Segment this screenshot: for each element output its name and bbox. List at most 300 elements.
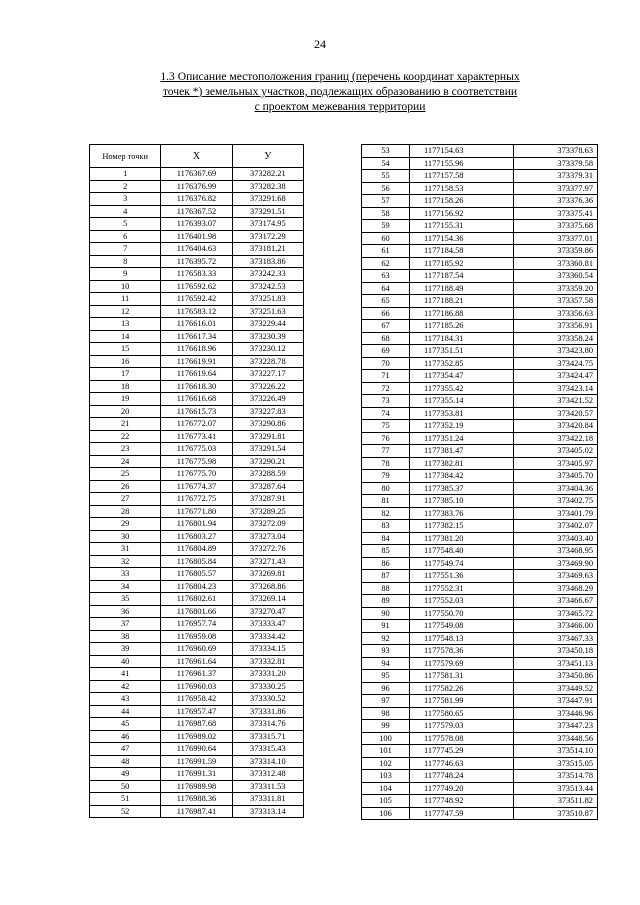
y-coordinate-cell: 373402.75 [514, 495, 598, 508]
table-row [362, 470, 598, 483]
point-number-cell: 68 [362, 332, 410, 345]
point-number-cell: 51 [90, 793, 161, 806]
y-coordinate-cell: 373333.47 [232, 618, 303, 631]
table-row [90, 243, 304, 256]
x-coordinate-cell: 1176959.08 [161, 630, 232, 643]
x-coordinate-cell: 1176771.80 [161, 505, 232, 518]
y-coordinate-cell: 373334.15 [232, 643, 303, 656]
table-row [362, 582, 598, 595]
x-coordinate-cell: 1177351.51 [410, 345, 514, 358]
x-coordinate-cell: 1177158.26 [410, 195, 514, 208]
table-row [90, 405, 304, 418]
y-coordinate-cell: 373314.76 [232, 718, 303, 731]
y-coordinate-cell: 373287.91 [232, 493, 303, 506]
point-number-cell: 14 [90, 330, 161, 343]
y-coordinate-cell: 373270.47 [232, 605, 303, 618]
point-number-cell: 91 [362, 620, 410, 633]
x-coordinate-cell: 1177551.36 [410, 570, 514, 583]
table-row [362, 145, 598, 158]
point-number-cell: 85 [362, 545, 410, 558]
x-coordinate-cell: 1177154.36 [410, 232, 514, 245]
point-number-cell: 60 [362, 232, 410, 245]
y-coordinate-cell: 373466.00 [514, 620, 598, 633]
point-number-cell: 76 [362, 432, 410, 445]
y-coordinate-cell: 373291.51 [232, 205, 303, 218]
x-coordinate-cell: 1177748.24 [410, 770, 514, 783]
y-coordinate-cell: 373468.95 [514, 545, 598, 558]
point-number-cell: 70 [362, 357, 410, 370]
point-number-cell: 83 [362, 520, 410, 533]
y-coordinate-cell: 373424.75 [514, 357, 598, 370]
table-row [362, 270, 598, 283]
point-number-cell: 36 [90, 605, 161, 618]
table-row [362, 307, 598, 320]
table-row [90, 655, 304, 668]
table-row [90, 255, 304, 268]
point-number-cell: 102 [362, 757, 410, 770]
y-coordinate-cell: 373290.86 [232, 418, 303, 431]
point-number-cell: 63 [362, 270, 410, 283]
x-coordinate-cell: 1176592.62 [161, 280, 232, 293]
y-coordinate-cell: 373377.97 [514, 182, 598, 195]
table-row [362, 170, 598, 183]
coordinates-table-right [361, 144, 598, 820]
y-coordinate-cell: 373315.43 [232, 743, 303, 756]
point-number-cell: 66 [362, 307, 410, 320]
y-coordinate-cell: 373226.22 [232, 380, 303, 393]
y-coordinate-cell: 373451.13 [514, 657, 598, 670]
x-coordinate-cell: 1176804.23 [161, 580, 232, 593]
point-number-cell: 52 [90, 805, 161, 818]
point-number-cell: 105 [362, 795, 410, 808]
x-coordinate-cell: 1176775.70 [161, 468, 232, 481]
table-row [362, 157, 598, 170]
point-number-cell: 57 [362, 195, 410, 208]
y-coordinate-cell: 373377.01 [514, 232, 598, 245]
x-coordinate-cell: 1177381.20 [410, 532, 514, 545]
point-number-cell: 32 [90, 555, 161, 568]
y-coordinate-cell: 373510.87 [514, 807, 598, 820]
y-coordinate-cell: 373282.21 [232, 168, 303, 181]
y-coordinate-cell: 373378.63 [514, 145, 598, 158]
table-row [362, 720, 598, 733]
x-coordinate-cell: 1176618.96 [161, 343, 232, 356]
y-coordinate-cell: 373311.81 [232, 793, 303, 806]
point-number-cell: 46 [90, 730, 161, 743]
point-number-cell: 55 [362, 170, 410, 183]
x-coordinate-cell: 1176772.07 [161, 418, 232, 431]
point-number-cell: 22 [90, 430, 161, 443]
point-number-cell: 61 [362, 245, 410, 258]
y-coordinate-cell: 373356.63 [514, 307, 598, 320]
table-row [362, 295, 598, 308]
y-coordinate-cell: 373174.95 [232, 218, 303, 231]
y-coordinate-cell: 373290.21 [232, 455, 303, 468]
table-row [90, 643, 304, 656]
table-row [90, 593, 304, 606]
table-row [362, 520, 598, 533]
x-coordinate-cell: 1177383.76 [410, 507, 514, 520]
table-row [90, 793, 304, 806]
x-coordinate-cell: 1176801.94 [161, 518, 232, 531]
y-coordinate-cell: 373466.67 [514, 595, 598, 608]
x-coordinate-cell: 1177746.63 [410, 757, 514, 770]
y-coordinate-cell: 373375.41 [514, 207, 598, 220]
table-row [362, 420, 598, 433]
table-row [362, 495, 598, 508]
y-coordinate-cell: 373230.39 [232, 330, 303, 343]
y-coordinate-cell: 373448.56 [514, 732, 598, 745]
y-coordinate-cell: 373331.20 [232, 668, 303, 681]
table-row [90, 518, 304, 531]
point-number-cell: 10 [90, 280, 161, 293]
y-coordinate-cell: 373314.10 [232, 755, 303, 768]
table-row [90, 418, 304, 431]
table-row [90, 343, 304, 356]
x-coordinate-cell: 1176775.98 [161, 455, 232, 468]
point-number-cell: 18 [90, 380, 161, 393]
y-coordinate-cell: 373405.97 [514, 457, 598, 470]
header-point-number: Номер точки [90, 145, 161, 168]
table-row [362, 607, 598, 620]
point-number-cell: 54 [362, 157, 410, 170]
point-number-cell: 13 [90, 318, 161, 331]
point-number-cell: 9 [90, 268, 161, 281]
table-row [362, 595, 598, 608]
y-coordinate-cell: 373272.09 [232, 518, 303, 531]
y-coordinate-cell: 373288.59 [232, 468, 303, 481]
x-coordinate-cell: 1177581.31 [410, 670, 514, 683]
x-coordinate-cell: 1177382.81 [410, 457, 514, 470]
x-coordinate-cell: 1177185.92 [410, 257, 514, 270]
point-number-cell: 75 [362, 420, 410, 433]
y-coordinate-cell: 373313.14 [232, 805, 303, 818]
table-row [90, 205, 304, 218]
x-coordinate-cell: 1176988.36 [161, 793, 232, 806]
y-coordinate-cell: 373273.04 [232, 530, 303, 543]
table-row [90, 743, 304, 756]
table-row [90, 718, 304, 731]
y-coordinate-cell: 373424.47 [514, 370, 598, 383]
x-coordinate-cell: 1176376.99 [161, 180, 232, 193]
table-row [90, 755, 304, 768]
point-number-cell: 30 [90, 530, 161, 543]
table-row [90, 630, 304, 643]
table-row [362, 795, 598, 808]
x-coordinate-cell: 1177185.26 [410, 320, 514, 333]
y-coordinate-cell: 373376.36 [514, 195, 598, 208]
y-coordinate-cell: 373172.29 [232, 230, 303, 243]
table-row [362, 257, 598, 270]
y-coordinate-cell: 373330.25 [232, 680, 303, 693]
y-coordinate-cell: 373271.43 [232, 555, 303, 568]
y-coordinate-cell: 373421.52 [514, 395, 598, 408]
point-number-cell: 8 [90, 255, 161, 268]
point-number-cell: 7 [90, 243, 161, 256]
table-row [90, 380, 304, 393]
table-row [90, 193, 304, 206]
point-number-cell: 59 [362, 220, 410, 233]
y-coordinate-cell: 373242.33 [232, 268, 303, 281]
table-body-right [362, 145, 598, 820]
point-number-cell: 44 [90, 705, 161, 718]
table-row [90, 455, 304, 468]
point-number-cell: 34 [90, 580, 161, 593]
header-y: У [232, 145, 303, 168]
y-coordinate-cell: 373334.42 [232, 630, 303, 643]
point-number-cell: 35 [90, 593, 161, 606]
point-number-cell: 53 [362, 145, 410, 158]
y-coordinate-cell: 373359.20 [514, 282, 598, 295]
y-coordinate-cell: 373272.76 [232, 543, 303, 556]
y-coordinate-cell: 373289.25 [232, 505, 303, 518]
y-coordinate-cell: 373269.81 [232, 568, 303, 581]
x-coordinate-cell: 1176805.84 [161, 555, 232, 568]
point-number-cell: 43 [90, 693, 161, 706]
x-coordinate-cell: 1177549.74 [410, 557, 514, 570]
table-row [362, 732, 598, 745]
y-coordinate-cell: 373226.49 [232, 393, 303, 406]
table-row [90, 318, 304, 331]
point-number-cell: 101 [362, 745, 410, 758]
table-row [362, 220, 598, 233]
x-coordinate-cell: 1176617.34 [161, 330, 232, 343]
y-coordinate-cell: 373450.86 [514, 670, 598, 683]
x-coordinate-cell: 1176404.63 [161, 243, 232, 256]
x-coordinate-cell: 1176616.01 [161, 318, 232, 331]
point-number-cell: 42 [90, 680, 161, 693]
table-row [362, 407, 598, 420]
table-row [362, 757, 598, 770]
y-coordinate-cell: 373229.44 [232, 318, 303, 331]
point-number-cell: 103 [362, 770, 410, 783]
table-row [362, 182, 598, 195]
table-row [362, 332, 598, 345]
point-number-cell: 62 [362, 257, 410, 270]
title-line: с проектом межевания территории [254, 100, 426, 113]
table-row [362, 320, 598, 333]
y-coordinate-cell: 373402.07 [514, 520, 598, 533]
y-coordinate-cell: 373360.81 [514, 257, 598, 270]
table-body-left [90, 168, 304, 818]
point-number-cell: 65 [362, 295, 410, 308]
point-number-cell: 40 [90, 655, 161, 668]
y-coordinate-cell: 373230.12 [232, 343, 303, 356]
y-coordinate-cell: 373251.63 [232, 305, 303, 318]
x-coordinate-cell: 1177187.54 [410, 270, 514, 283]
table-row [90, 730, 304, 743]
header-x: Х [161, 145, 232, 168]
table-row [90, 668, 304, 681]
point-number-cell: 29 [90, 518, 161, 531]
point-number-cell: 79 [362, 470, 410, 483]
point-number-cell: 2 [90, 180, 161, 193]
point-number-cell: 1 [90, 168, 161, 181]
x-coordinate-cell: 1176773.41 [161, 430, 232, 443]
x-coordinate-cell: 1176619.64 [161, 368, 232, 381]
x-coordinate-cell: 1177747.59 [410, 807, 514, 820]
table-row [90, 580, 304, 593]
point-number-cell: 84 [362, 532, 410, 545]
x-coordinate-cell: 1176592.42 [161, 293, 232, 306]
table-row [90, 168, 304, 181]
x-coordinate-cell: 1177578.36 [410, 645, 514, 658]
y-coordinate-cell: 373514.10 [514, 745, 598, 758]
table-row [362, 457, 598, 470]
point-number-cell: 90 [362, 607, 410, 620]
point-number-cell: 96 [362, 682, 410, 695]
point-number-cell: 24 [90, 455, 161, 468]
table-row [90, 368, 304, 381]
point-number-cell: 72 [362, 382, 410, 395]
y-coordinate-cell: 373312.48 [232, 768, 303, 781]
y-coordinate-cell: 373514.78 [514, 770, 598, 783]
y-coordinate-cell: 373332.81 [232, 655, 303, 668]
point-number-cell: 6 [90, 230, 161, 243]
table-row [362, 382, 598, 395]
x-coordinate-cell: 1176616.68 [161, 393, 232, 406]
table-row [362, 570, 598, 583]
x-coordinate-cell: 1177184.58 [410, 245, 514, 258]
table-row [362, 545, 598, 558]
table-row [90, 680, 304, 693]
point-number-cell: 33 [90, 568, 161, 581]
table-row [90, 555, 304, 568]
point-number-cell: 64 [362, 282, 410, 295]
y-coordinate-cell: 373330.52 [232, 693, 303, 706]
title-line: точек *) земельных участков, подлежащих образованию в соответствии [162, 85, 518, 98]
point-number-cell: 12 [90, 305, 161, 318]
point-number-cell: 87 [362, 570, 410, 583]
point-number-cell: 49 [90, 768, 161, 781]
y-coordinate-cell: 373513.44 [514, 782, 598, 795]
x-coordinate-cell: 1177382.15 [410, 520, 514, 533]
y-coordinate-cell: 373467.33 [514, 632, 598, 645]
table-row [90, 568, 304, 581]
x-coordinate-cell: 1176376.82 [161, 193, 232, 206]
x-coordinate-cell: 1177385.37 [410, 482, 514, 495]
table-row [90, 355, 304, 368]
x-coordinate-cell: 1177579.03 [410, 720, 514, 733]
y-coordinate-cell: 373331.86 [232, 705, 303, 718]
table-row [362, 782, 598, 795]
x-coordinate-cell: 1177549.08 [410, 620, 514, 633]
y-coordinate-cell: 373423.80 [514, 345, 598, 358]
x-coordinate-cell: 1176772.75 [161, 493, 232, 506]
x-coordinate-cell: 1176958.42 [161, 693, 232, 706]
point-number-cell: 89 [362, 595, 410, 608]
y-coordinate-cell: 373269.14 [232, 593, 303, 606]
y-coordinate-cell: 373405.02 [514, 445, 598, 458]
table-row [90, 280, 304, 293]
x-coordinate-cell: 1177351.24 [410, 432, 514, 445]
y-coordinate-cell: 373447.91 [514, 695, 598, 708]
point-number-cell: 11 [90, 293, 161, 306]
point-number-cell: 58 [362, 207, 410, 220]
point-number-cell: 74 [362, 407, 410, 420]
point-number-cell: 23 [90, 443, 161, 456]
point-number-cell: 5 [90, 218, 161, 231]
table-row [362, 770, 598, 783]
page-number: 24 [314, 37, 326, 51]
y-coordinate-cell: 373227.83 [232, 405, 303, 418]
table-row [90, 493, 304, 506]
table-row [362, 745, 598, 758]
x-coordinate-cell: 1176583.12 [161, 305, 232, 318]
coordinates-table-left [89, 144, 304, 818]
table-row [362, 232, 598, 245]
x-coordinate-cell: 1177188.21 [410, 295, 514, 308]
table-header-row [90, 145, 304, 168]
x-coordinate-cell: 1177157.58 [410, 170, 514, 183]
point-number-cell: 80 [362, 482, 410, 495]
x-coordinate-cell: 1176367.69 [161, 168, 232, 181]
y-coordinate-cell: 373447.23 [514, 720, 598, 733]
table-row [362, 645, 598, 658]
table-row [362, 395, 598, 408]
point-number-cell: 28 [90, 505, 161, 518]
point-number-cell: 106 [362, 807, 410, 820]
x-coordinate-cell: 1176987.68 [161, 718, 232, 731]
x-coordinate-cell: 1176989.98 [161, 780, 232, 793]
x-coordinate-cell: 1177580.65 [410, 707, 514, 720]
y-coordinate-cell: 373450.18 [514, 645, 598, 658]
point-number-cell: 47 [90, 743, 161, 756]
y-coordinate-cell: 373291.54 [232, 443, 303, 456]
x-coordinate-cell: 1177582.26 [410, 682, 514, 695]
point-number-cell: 21 [90, 418, 161, 431]
x-coordinate-cell: 1177548.13 [410, 632, 514, 645]
table-row [90, 768, 304, 781]
y-coordinate-cell: 373422.18 [514, 432, 598, 445]
table-row [90, 230, 304, 243]
point-number-cell: 69 [362, 345, 410, 358]
point-number-cell: 31 [90, 543, 161, 556]
point-number-cell: 98 [362, 707, 410, 720]
point-number-cell: 56 [362, 182, 410, 195]
y-coordinate-cell: 373315.71 [232, 730, 303, 743]
table-row [90, 443, 304, 456]
y-coordinate-cell: 373469.63 [514, 570, 598, 583]
title-line: 1.3 Описание местоположения границ (перечень координат характерных [160, 70, 520, 83]
x-coordinate-cell: 1176618.30 [161, 380, 232, 393]
point-number-cell: 78 [362, 457, 410, 470]
table-row [90, 305, 304, 318]
x-coordinate-cell: 1176987.41 [161, 805, 232, 818]
table-row [90, 705, 304, 718]
x-coordinate-cell: 1177355.14 [410, 395, 514, 408]
table-row [362, 357, 598, 370]
x-coordinate-cell: 1176961.64 [161, 655, 232, 668]
y-coordinate-cell: 373181.21 [232, 243, 303, 256]
x-coordinate-cell: 1177385.10 [410, 495, 514, 508]
point-number-cell: 50 [90, 780, 161, 793]
y-coordinate-cell: 373469.90 [514, 557, 598, 570]
point-number-cell: 27 [90, 493, 161, 506]
point-number-cell: 94 [362, 657, 410, 670]
y-coordinate-cell: 373183.86 [232, 255, 303, 268]
table-row [90, 430, 304, 443]
x-coordinate-cell: 1176960.69 [161, 643, 232, 656]
y-coordinate-cell: 373379.58 [514, 157, 598, 170]
table-row [362, 432, 598, 445]
point-number-cell: 93 [362, 645, 410, 658]
y-coordinate-cell: 373423.14 [514, 382, 598, 395]
x-coordinate-cell: 1176957.74 [161, 618, 232, 631]
table-row [90, 505, 304, 518]
x-coordinate-cell: 1176990.64 [161, 743, 232, 756]
table-row [90, 218, 304, 231]
